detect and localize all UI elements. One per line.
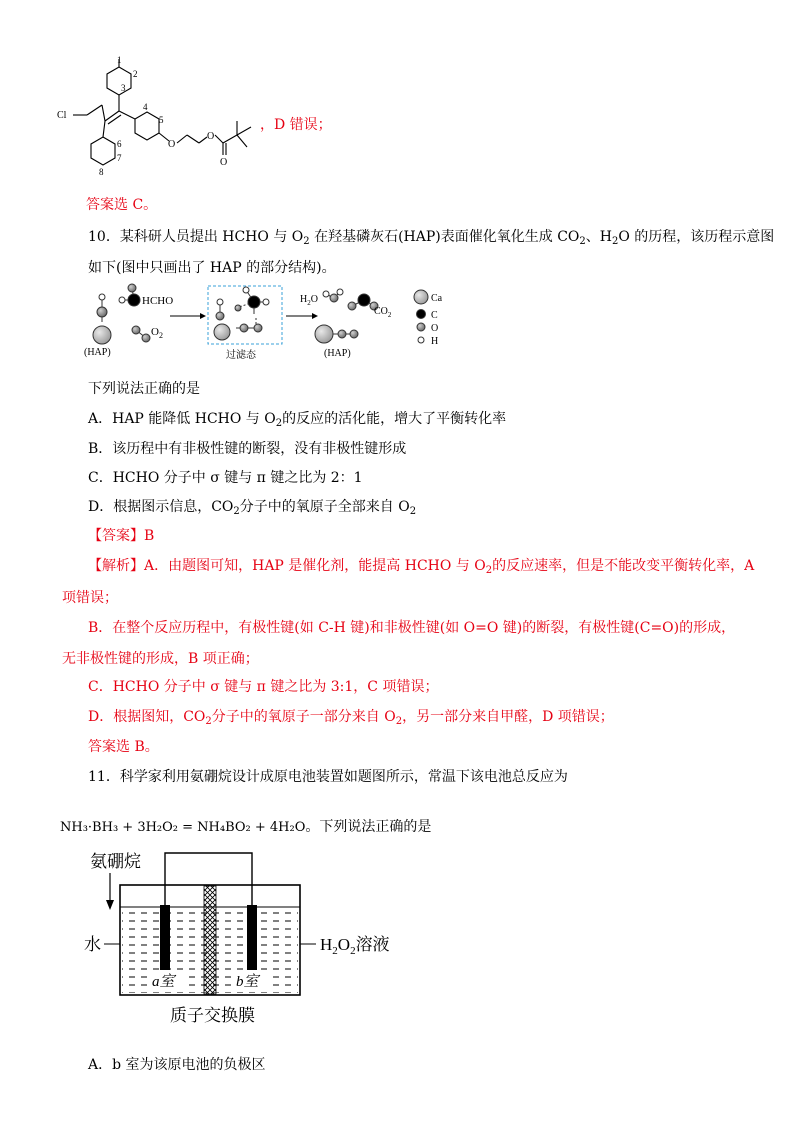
svg-text:质子交换膜: 质子交换膜 [170,1006,255,1025]
svg-text:4: 4 [143,102,148,112]
d-wrong-text: ，D 错误； [260,117,332,133]
q10-analysis-a-cont: 项错误； [62,590,118,606]
svg-text:HCHO: HCHO [142,295,174,307]
svg-text:2: 2 [133,69,138,79]
svg-text:3: 3 [121,83,126,93]
q11-stem: 11．科学家利用氨硼烷设计成原电池装置如题图所示，常温下该电池总反应为 [88,769,568,785]
svg-text:5: 5 [159,115,164,125]
q11-option-a: A．b 室为该原电池的负极区 [88,1057,266,1073]
q10-stem-line1: 10．某科研人员提出 HCHO 与 $O_2$ 在羟基磷灰石(HAP)表面催化氧化生成 $CO_2$、$H_2O$ 的历程，该历程示意图 [88,229,775,247]
svg-text:a室: a室 [152,974,175,990]
svg-text:H2O: $H_2O$ [300,294,318,307]
q11-equation: NH₃·BH₃ + 3H₂O₂ = NH₄BO₂ + 4H₂O。下列说法正确的是 [60,819,432,835]
svg-text:6: 6 [117,139,122,149]
svg-text:Cl: Cl [57,110,67,121]
svg-text:(HAP): (HAP) [84,347,111,358]
q10-option-b: B．该历程中有非极性键的断裂，没有非极性键形成 [88,441,407,457]
q10-analysis-a: 【解析】A．由题图可知，HAP 是催化剂，能提高 HCHO 与 $O_2$的反应速率，但是不能改变平衡转化率，A [88,558,755,576]
svg-text:CO2: $CO_2$ [374,306,392,319]
reaction-mechanism-diagram [78,280,478,365]
svg-text:H: H [431,336,439,347]
q10-option-c: C．HCHO 分子中 σ 键与 π 键之比为 2：1 [88,470,363,486]
q10-analysis-d: D．根据图知，$CO_2$分子中的氧原子一部分来自 $O_2$，另一部分来自甲醛，D 项错误； [88,709,614,727]
answer-c: 答案选 C。 [86,197,158,213]
q10-analysis-c: C．HCHO 分子中 σ 键与 π 键之比为 3:1，C 项错误； [88,679,439,695]
svg-text:O: O [220,157,228,168]
svg-text:H2O2溶液: $H_2O_2$溶液 [320,935,390,957]
svg-text:O: O [207,131,215,142]
q10-option-d: D．根据图示信息，$CO_2$分子中的氧原子全部来自 $O_2$ [88,499,417,517]
svg-text:水: 水 [84,935,101,954]
molecule-structure [55,55,260,185]
svg-text:C: C [431,310,438,321]
svg-text:1: 1 [117,55,122,65]
svg-text:7: 7 [117,153,122,163]
svg-text:氨硼烷: 氨硼烷 [90,852,141,871]
q10-analysis-b: B．在整个反应历程中，有极性键(如 C-H 键)和非极性键(如 O=O 键)的断裂，有极性键(C=O)的形成，无非极性键的形成，B 项正确； [62,620,736,667]
q10-answer: 【答案】B [88,528,155,544]
svg-text:b室: b室 [236,974,259,990]
q10-option-a: A．HAP 能降低 HCHO 与 $O_2$的反应的活化能，增大了平衡转化率 [88,411,507,429]
svg-text:O: O [431,323,439,334]
svg-text:过滤态: 过滤态 [226,350,256,361]
battery-cell-diagram [80,845,400,1030]
q10-question: 下列说法正确的是 [88,381,200,397]
q10-stem-line2: 如下(图中只画出了 HAP 的部分结构)。 [88,260,336,276]
svg-text:8: 8 [99,167,104,177]
svg-text:O2: $O_2$ [151,326,163,340]
svg-text:O: O [168,139,176,150]
q10-answer-b: 答案选 B。 [88,739,159,755]
svg-text:Ca: Ca [431,293,443,304]
svg-text:(HAP): (HAP) [324,348,351,359]
